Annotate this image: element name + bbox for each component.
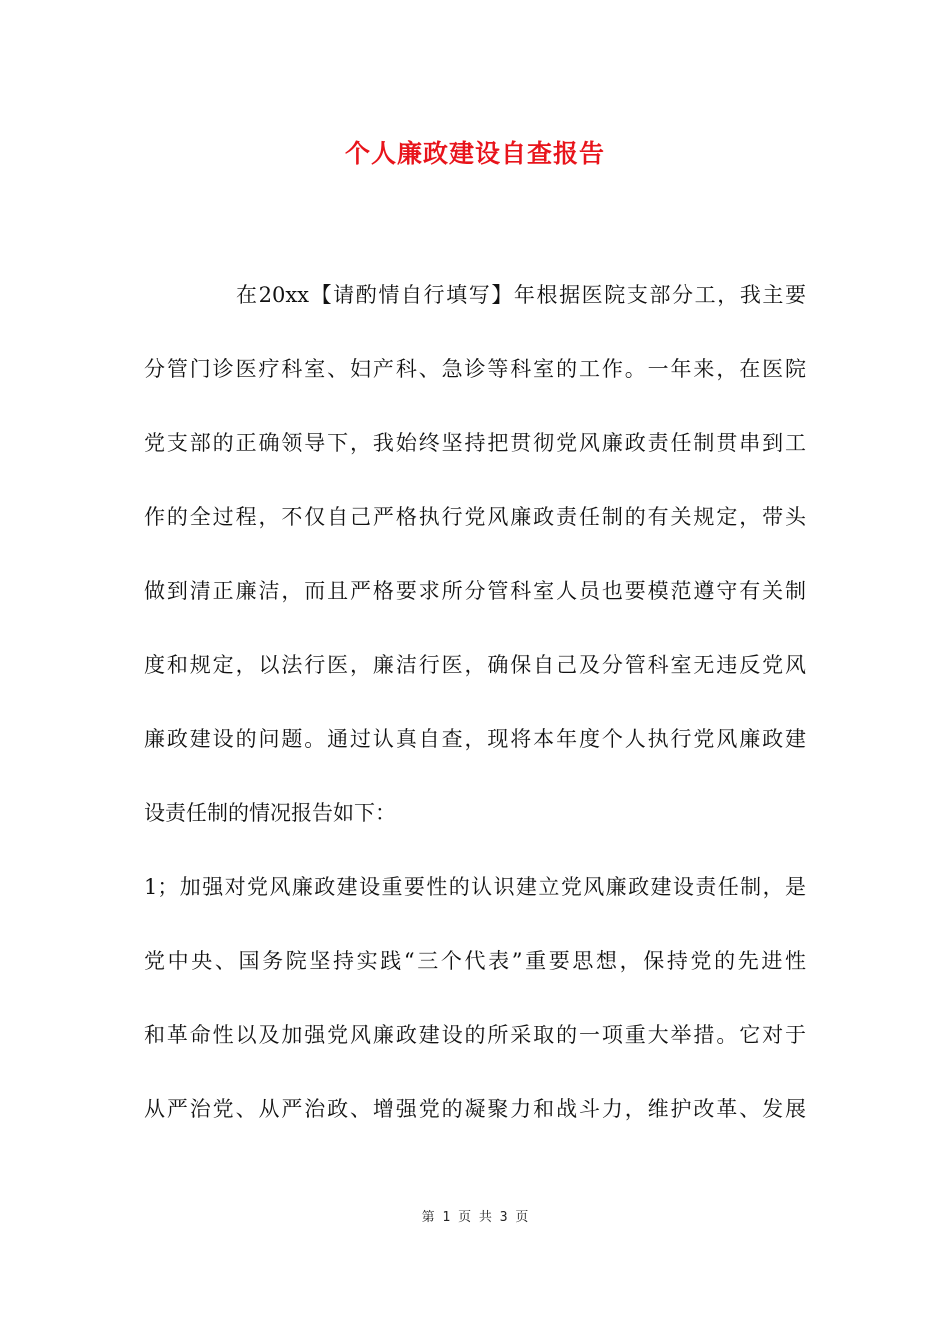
paragraph-line: 在20xx【请酌情自行填写】年根据医院支部分工，我主要 — [236, 283, 806, 307]
paragraph-line: 从严治党、从严治政、增强党的凝聚力和战斗力，维护改革、发展 — [144, 1097, 806, 1121]
paragraph-line: 作的全过程，不仅自己严格执行党风廉政责任制的有关规定，带头 — [144, 505, 806, 529]
page-number-footer: 第 1 页 共 3 页 — [421, 1210, 529, 1225]
paragraph-line: 做到清正廉洁，而且严格要求所分管科室人员也要模范遵守有关制 — [144, 579, 806, 603]
paragraph-line: 设责任制的情况报告如下： — [144, 801, 396, 825]
paragraph-line: 分管门诊医疗科室、妇产科、急诊等科室的工作。一年来，在医院 — [144, 357, 806, 381]
paragraph-line: 党中央、国务院坚持实践“三个代表”重要思想，保持党的先进性 — [144, 949, 806, 973]
paragraph-line: 度和规定，以法行医，廉洁行医，确保自己及分管科室无违反党风 — [144, 653, 806, 677]
document-title: 个人廉政建设自查报告 — [344, 139, 605, 168]
paragraph-line: 和革命性以及加强党风廉政建设的所采取的一项重大举措。它对于 — [144, 1023, 806, 1047]
paragraph-line: 1；加强对党风廉政建设重要性的认识建立党风廉政建设责任制，是 — [144, 875, 806, 899]
paragraph-line: 廉政建设的问题。通过认真自查，现将本年度个人执行党风廉政建 — [144, 727, 806, 751]
paragraph-line: 党支部的正确领导下，我始终坚持把贯彻党风廉政责任制贯串到工 — [144, 431, 806, 455]
